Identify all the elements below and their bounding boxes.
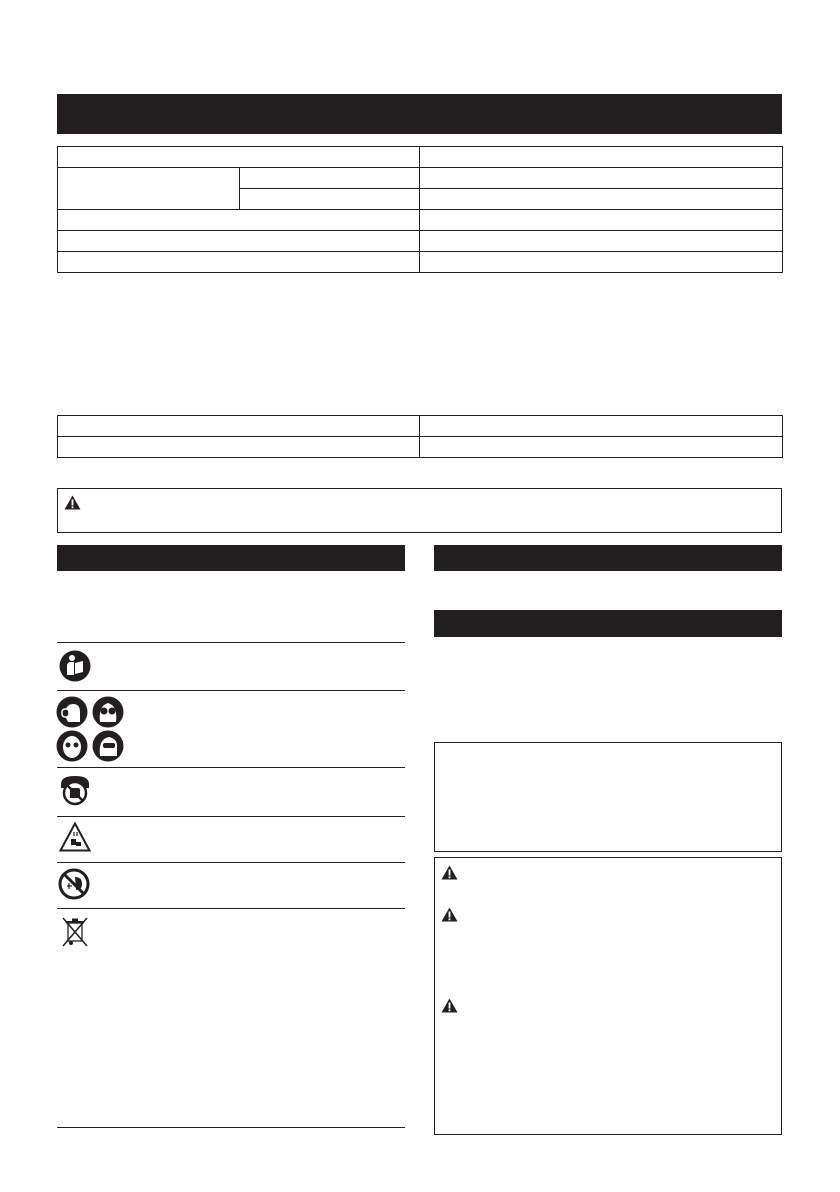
- divider: [57, 862, 405, 863]
- table-cell: [58, 252, 420, 273]
- table-row: [58, 437, 783, 458]
- section-title-bar: [57, 94, 782, 134]
- table-row: [58, 416, 783, 437]
- table-cell: [240, 189, 420, 210]
- table-cell: [58, 168, 240, 210]
- table-cell: [420, 416, 783, 437]
- table-cell: [58, 437, 420, 458]
- divider: [57, 908, 405, 909]
- warning-triangle-icon: [441, 907, 458, 922]
- divider: [57, 1127, 405, 1128]
- table-cell: [420, 210, 783, 231]
- intended-use-header-bar: [434, 545, 782, 571]
- warning-triangle-icon: [441, 865, 458, 880]
- divider: [57, 767, 405, 768]
- table-cell: [420, 168, 783, 189]
- table-row: [58, 252, 783, 273]
- symbols-header-bar: [57, 545, 405, 571]
- battery-table: [57, 415, 783, 458]
- ppe-icon-group: [56, 696, 136, 762]
- flying-debris-icon: [59, 822, 91, 852]
- ear-protection-icon: [56, 696, 88, 728]
- safety-warnings-box: [434, 857, 782, 1135]
- divider: [57, 642, 405, 643]
- table-row: [58, 210, 783, 231]
- divider: [57, 816, 405, 817]
- safety-glasses-icon: [92, 730, 124, 762]
- table-row: [58, 168, 783, 189]
- table-cell: [58, 416, 420, 437]
- warning-triangle-icon: [64, 495, 81, 510]
- safety-header-bar: [434, 610, 782, 637]
- no-contact-icon: [58, 868, 90, 900]
- notice-box: [434, 742, 782, 852]
- table-cell: [420, 147, 783, 168]
- table-cell: [420, 189, 783, 210]
- specifications-table: [57, 146, 783, 273]
- keep-hands-away-icon: [58, 772, 92, 806]
- table-cell: [58, 231, 420, 252]
- warning-box: [57, 488, 782, 533]
- warning-triangle-icon: [441, 998, 458, 1013]
- table-row: [58, 147, 783, 168]
- divider: [57, 690, 405, 691]
- table-cell: [420, 252, 783, 273]
- table-cell: [420, 231, 783, 252]
- table-cell: [420, 437, 783, 458]
- table-cell: [58, 147, 420, 168]
- goggles-icon: [92, 696, 124, 728]
- table-row: [58, 231, 783, 252]
- table-cell: [240, 168, 420, 189]
- crossed-out-bin-icon: [60, 915, 90, 949]
- face-mask-icon: [56, 730, 88, 762]
- table-cell: [58, 210, 420, 231]
- read-manual-icon: [59, 650, 91, 682]
